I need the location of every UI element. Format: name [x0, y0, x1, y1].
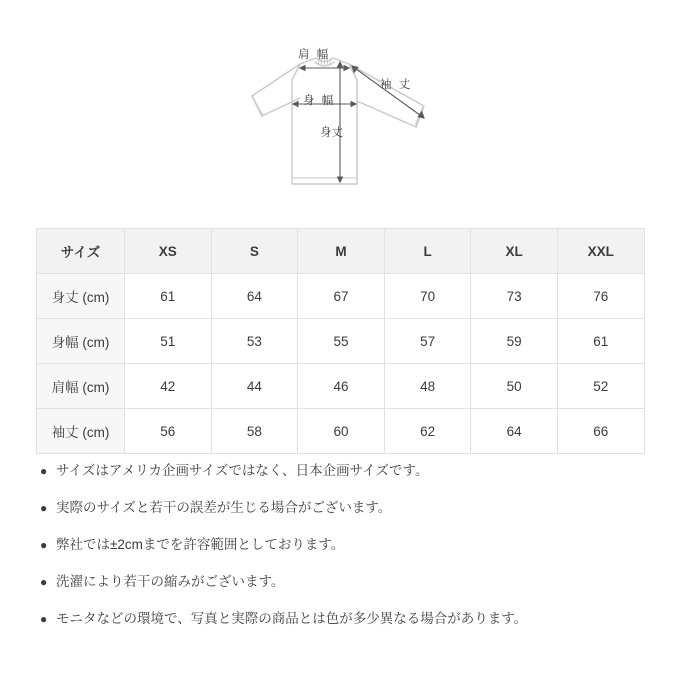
row-label-chest-width: 身幅 (cm) [37, 319, 125, 364]
cell-body-length-l: 70 [384, 274, 471, 319]
cell-sleeve-length-xxl: 66 [557, 409, 644, 454]
note-text: モニタなどの環境で、写真と実際の商品とは色が多少異なる場合があります。 [56, 610, 528, 626]
column-header-m: M [298, 229, 385, 274]
size-table [36, 228, 645, 454]
note-text: 実際のサイズと若干の誤差が生じる場合がございます。 [56, 499, 392, 515]
cell-sleeve-length-l: 62 [384, 409, 471, 454]
note-text: サイズはアメリカ企画サイズではなく、日本企画サイズです。 [56, 463, 429, 478]
bullet-icon: ● [40, 537, 48, 552]
note-text: 弊社では±2cmまでを許容範囲としております。 [56, 536, 345, 552]
cell-shoulder-width-xs: 42 [125, 364, 212, 409]
garment-illustration [0, 0, 680, 208]
size-table-body [37, 274, 645, 454]
label-body-length: 身丈 [320, 127, 343, 139]
label-chest-width: 身 幅 [303, 95, 336, 107]
list-item [40, 573, 650, 592]
cell-sleeve-length-xl: 64 [471, 409, 558, 454]
note-text: 洗濯により若干の縮みがございます。 [56, 573, 285, 589]
garment-measurement-diagram [0, 0, 680, 208]
column-header-xl: XL [471, 229, 558, 274]
cell-chest-width-m: 55 [298, 319, 385, 364]
cell-chest-width-xs: 51 [125, 319, 212, 364]
table-row [37, 319, 645, 364]
bullet-icon: ● [40, 611, 48, 626]
table-header-row [37, 229, 645, 274]
row-label-shoulder-width: 肩幅 (cm) [37, 364, 125, 409]
list-item [40, 499, 650, 518]
column-header-xs: XS [125, 229, 212, 274]
cell-shoulder-width-m: 46 [298, 364, 385, 409]
cell-chest-width-l: 57 [384, 319, 471, 364]
column-header-s: S [211, 229, 298, 274]
size-table-head [37, 229, 645, 274]
row-label-sleeve-length: 袖丈 (cm) [37, 409, 125, 454]
cell-body-length-xl: 73 [471, 274, 558, 319]
cell-sleeve-length-xs: 56 [125, 409, 212, 454]
notes-list [40, 462, 650, 646]
bullet-icon: ● [40, 500, 48, 515]
cell-body-length-xs: 61 [125, 274, 212, 319]
list-item [40, 610, 650, 629]
cell-shoulder-width-xxl: 52 [557, 364, 644, 409]
column-header-size: サイズ [37, 229, 125, 274]
label-shoulder-width: 肩 幅 [298, 49, 331, 61]
cell-shoulder-width-s: 44 [211, 364, 298, 409]
row-label-body-length: 身丈 (cm) [37, 274, 125, 319]
cell-shoulder-width-xl: 50 [471, 364, 558, 409]
cell-chest-width-xxl: 61 [557, 319, 644, 364]
cell-body-length-s: 64 [211, 274, 298, 319]
cell-body-length-xxl: 76 [557, 274, 644, 319]
list-item [40, 462, 650, 481]
cell-chest-width-xl: 59 [471, 319, 558, 364]
size-table-container [36, 228, 644, 454]
cell-shoulder-width-l: 48 [384, 364, 471, 409]
column-header-xxl: XXL [557, 229, 644, 274]
list-item [40, 536, 650, 555]
label-sleeve-length: 袖 丈 [380, 79, 413, 91]
column-header-l: L [384, 229, 471, 274]
table-row [37, 409, 645, 454]
bullet-icon: ● [40, 574, 48, 589]
cell-sleeve-length-m: 60 [298, 409, 385, 454]
table-row [37, 274, 645, 319]
cell-chest-width-s: 53 [211, 319, 298, 364]
cell-body-length-m: 67 [298, 274, 385, 319]
cell-sleeve-length-s: 58 [211, 409, 298, 454]
table-row [37, 364, 645, 409]
bullet-icon: ● [40, 464, 48, 478]
